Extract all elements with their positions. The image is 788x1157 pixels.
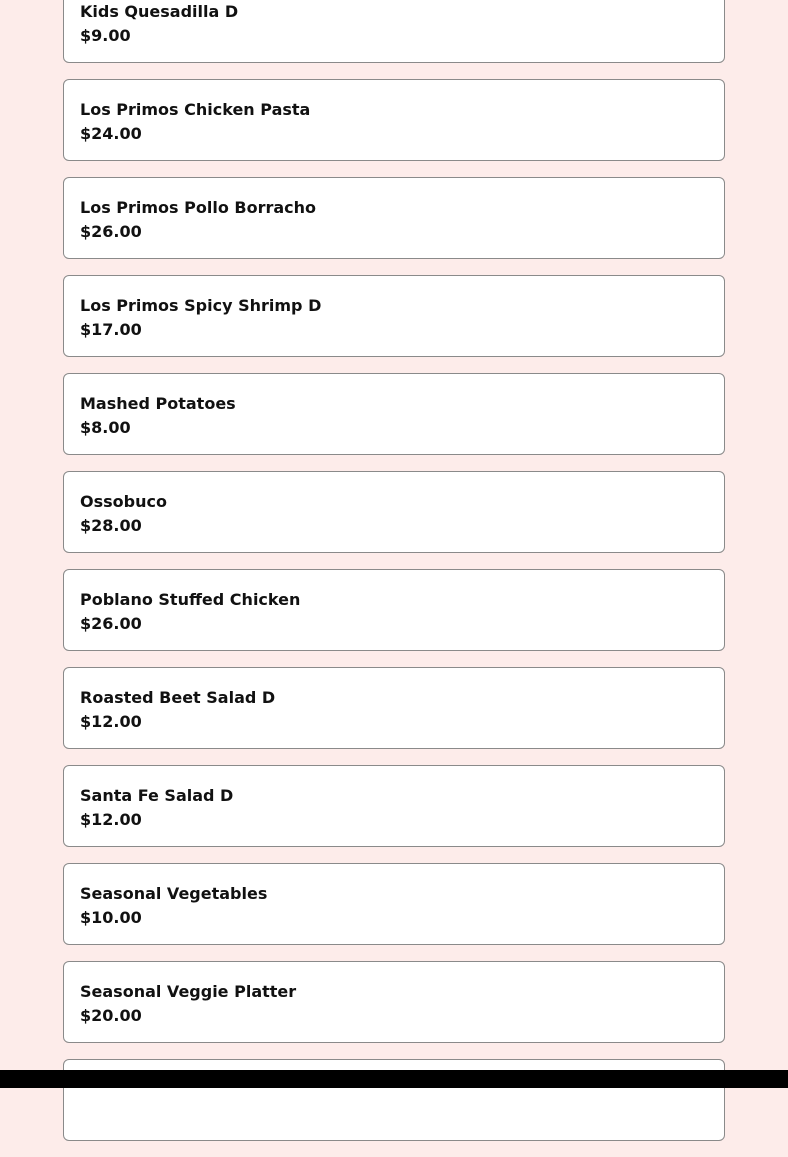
menu-item-card[interactable] [63, 569, 725, 651]
menu-item-card[interactable] [63, 79, 725, 161]
menu-item-card[interactable] [63, 0, 725, 63]
menu-item-price: $28.00 [80, 516, 142, 535]
menu-item-card[interactable] [63, 961, 725, 1043]
menu-item-price: $20.00 [80, 1006, 142, 1025]
menu-item-card[interactable] [63, 177, 725, 259]
menu-item-card[interactable] [63, 765, 725, 847]
menu-item-name: Roasted Beet Salad D [80, 688, 276, 707]
menu-item-name: Santa Fe Salad D [80, 786, 234, 805]
menu-item-price: $26.00 [80, 614, 142, 633]
menu-item-name: Los Primos Spicy Shrimp D [80, 296, 322, 315]
menu-item-price: $12.00 [80, 712, 142, 731]
menu-item-name: Los Primos Pollo Borracho [80, 198, 317, 217]
menu-item-card[interactable] [63, 275, 725, 357]
menu-item-card[interactable] [63, 373, 725, 455]
menu-item-list [63, 0, 725, 1157]
menu-item-price: $8.00 [80, 418, 131, 437]
menu-item-name: Kids Quesadilla D [80, 2, 239, 21]
menu-item-name: Poblano Stuffed Chicken [80, 590, 301, 609]
menu-item-name: Seasonal Veggie Platter [80, 982, 297, 1001]
menu-item-card[interactable] [63, 863, 725, 945]
menu-item-price: $12.00 [80, 810, 142, 829]
menu-item-price: $24.00 [80, 124, 142, 143]
menu-item-price: $26.00 [80, 222, 142, 241]
menu-item-card[interactable] [63, 471, 725, 553]
menu-item-name: Ossobuco [80, 492, 167, 511]
menu-item-price: $10.00 [80, 908, 142, 927]
menu-item-name: Los Primos Chicken Pasta [80, 100, 311, 119]
bottom-bar [0, 1070, 788, 1088]
menu-item-name: Mashed Potatoes [80, 394, 236, 413]
menu-item-name: Seasonal Vegetables [80, 884, 268, 903]
menu-item-price: $9.00 [80, 26, 131, 45]
menu-item-price: $17.00 [80, 320, 142, 339]
menu-item-card[interactable] [63, 667, 725, 749]
